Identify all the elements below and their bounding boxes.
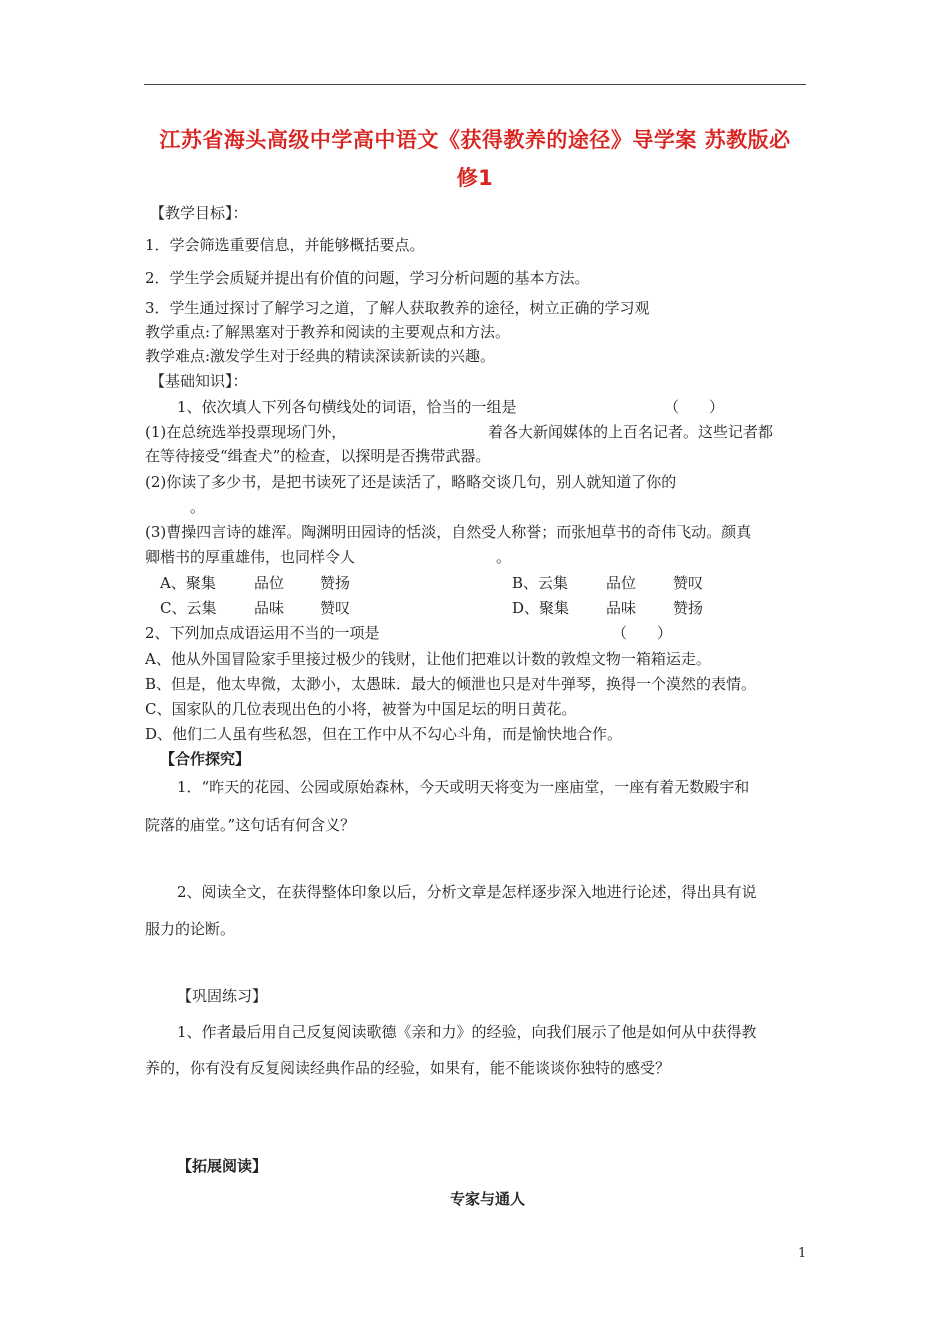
q2-answer-bracket: （ ） (612, 624, 673, 642)
q2-option-b: B、但是，他太卑微，太渺小，太愚昧．最大的倾泄也只是对牛弹琴，换得一个漠然的表情。 (145, 675, 757, 693)
q1-sentence-3a: (3)曹操四言诗的雄浑。陶渊明田园诗的恬淡，自然受人称誉；而张旭草书的奇伟飞动。颜真 (145, 523, 752, 541)
objectives-header: 【教学目标】： (150, 204, 248, 222)
q1-option-d-word3: 赞扬 (673, 599, 704, 617)
objective-item-3: 3．学生通过探讨了解学习之道，了解人获取教养的途径，树立正确的学习观 (145, 299, 650, 317)
objective-item-2: 2．学生学会质疑并提出有价值的问题，学习分析问题的基本方法。 (145, 269, 590, 287)
q1-option-d-label: D、聚集 (512, 599, 570, 617)
q1-sentence-1a: (1)在总统选举投票现场门外， (145, 423, 347, 441)
q1-option-b-word2: 品位 (606, 574, 637, 592)
document-title-line-2: 修1 (456, 166, 494, 190)
header-rule (144, 84, 806, 85)
page-number: 1 (798, 1246, 807, 1261)
q1-sentence-3b: 卿楷书的厚重雄伟，也同样令人 (145, 548, 356, 566)
q1-sentence-2b: 。 (190, 498, 206, 516)
coop-q2-line-1: 2、阅读全文，在获得整体印象以后，分析文章是怎样逐步深入地进行论述，得出具有说 (177, 883, 757, 901)
q1-option-a-label: A、聚集 (160, 574, 216, 592)
q1-answer-bracket: （ ） (664, 398, 725, 416)
q1-sentence-1c: 在等待接受“缉查犬”的检查，以探明是否携带武器。 (145, 447, 491, 465)
q1-option-b-label: B、云集 (512, 574, 569, 592)
coop-header: 【合作探究】 (160, 750, 251, 768)
q2-stem: 2、下列加点成语运用不当的一项是 (145, 624, 380, 642)
q1-sentence-1b: 着各大新闻媒体的上百名记者。这些记者都 (488, 423, 774, 441)
objective-item-1: 1．学会筛选重要信息，并能够概括要点。 (145, 236, 425, 254)
q1-option-d-word2: 品味 (606, 599, 637, 617)
q1-option-c-label: C、云集 (160, 599, 217, 617)
extension-article-title: 专家与通人 (450, 1190, 526, 1208)
q1-sentence-2a: (2)你读了多少书，是把书读死了还是读活了，略略交谈几句，别人就知道了你的 (145, 473, 677, 491)
q2-option-c: C、国家队的几位表现出色的小将，被誉为中国足坛的明日黄花。 (145, 700, 577, 718)
q1-sentence-3c: 。 (496, 548, 512, 566)
q1-option-a-word3: 赞扬 (320, 574, 351, 592)
difficulty: 教学难点:激发学生对于经典的精读深读新读的兴趣。 (145, 347, 496, 365)
practice-header: 【巩固练习】 (177, 987, 268, 1005)
q1-stem: 1、依次填人下列各句横线处的词语，恰当的一组是 (177, 398, 517, 416)
q2-option-a: A、他从外国冒险家手里接过极少的钱财，让他们把难以计数的敦煌文物一箱箱运走。 (145, 650, 711, 668)
key-point: 教学重点:了解黑塞对于教养和阅读的主要观点和方法。 (145, 323, 511, 341)
practice-q1-line-2: 养的，你有没有反复阅读经典作品的经验，如果有，能不能谈谈你独特的感受？ (145, 1059, 671, 1077)
q2-option-d: D、他们二人虽有些私怨，但在工作中从不勾心斗角，而是愉快地合作。 (145, 725, 623, 743)
extension-header: 【拓展阅读】 (177, 1157, 268, 1175)
q1-option-c-word2: 品味 (254, 599, 285, 617)
coop-q1-line-1: 1．“昨天的花园、公园或原始森林，今天或明天将变为一座庙堂，一座有着无数殿宇和 (177, 778, 750, 796)
coop-q1-line-2: 院落的庙堂。”这句话有何含义？ (145, 816, 356, 834)
basics-header: 【基础知识】： (150, 372, 248, 390)
q1-option-c-word3: 赞叹 (320, 599, 351, 617)
practice-q1-line-1: 1、作者最后用自己反复阅读歌德《亲和力》的经验，向我们展示了他是如何从中获得教 (177, 1023, 757, 1041)
q1-option-b-word3: 赞叹 (673, 574, 704, 592)
coop-q2-line-2: 服力的论断。 (145, 920, 236, 938)
document-title-line-1: 江苏省海头高级中学高中语文《获得教养的途径》导学案 苏教版必 (159, 128, 791, 152)
q1-option-a-word2: 品位 (254, 574, 285, 592)
